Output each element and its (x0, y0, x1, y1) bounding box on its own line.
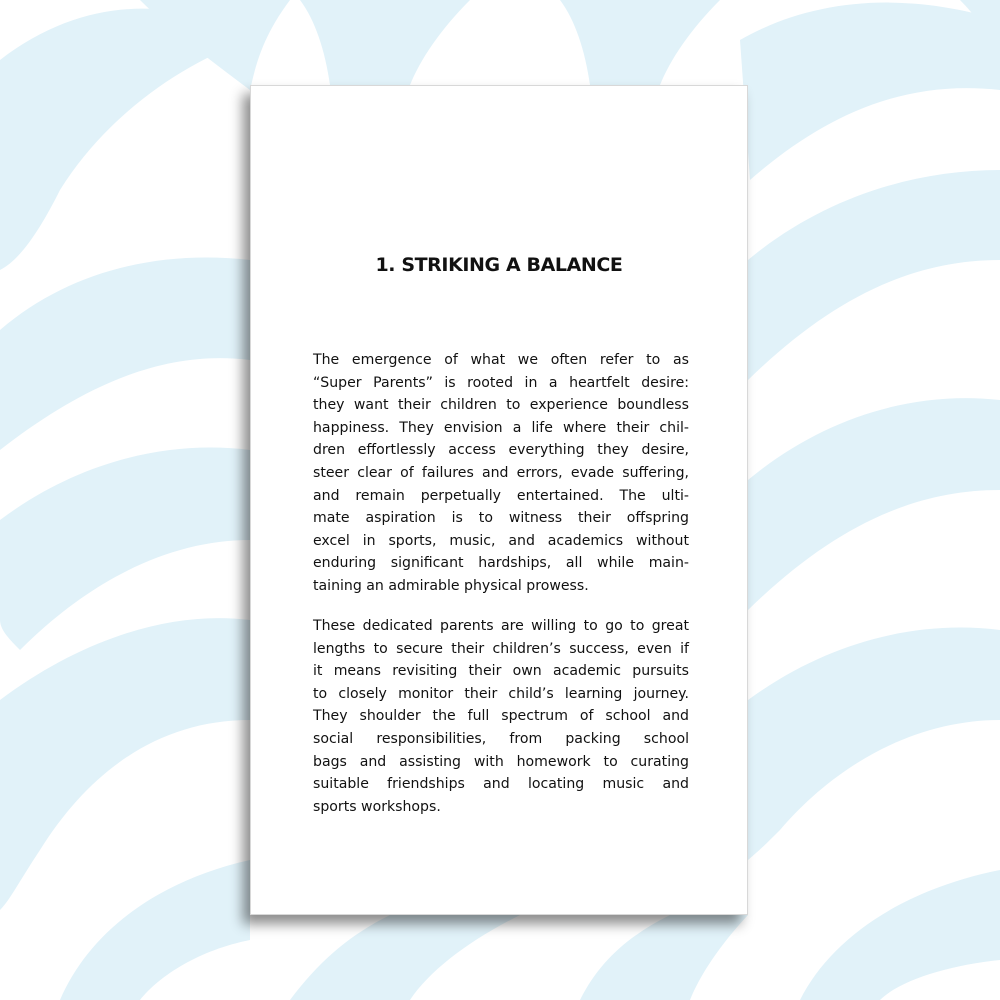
wave-swirl (580, 915, 748, 1000)
wave-swirl (0, 618, 250, 910)
wave-swirl (748, 398, 1000, 610)
text-line: “Super Parents” is rooted in a heartfelt desire: (313, 374, 689, 391)
text-line: they want their children to experience boundless (313, 397, 689, 414)
text-line: lengths to secure their children’s success, even if (313, 640, 689, 657)
text-line: it means revisiting their own academic pursuits (313, 663, 689, 680)
wave-swirl (748, 170, 1000, 380)
text-line: happiness. They envision a life where their chil- (313, 419, 689, 436)
wave-swirl (0, 258, 250, 450)
text-line: steer clear of failures and errors, evade suffering, (313, 464, 689, 481)
paragraph-2 (313, 615, 689, 818)
wave-swirl (560, 0, 720, 85)
text-line: bags and assisting with homework to curating (313, 753, 689, 770)
text-line: enduring significant hardships, all while main- (313, 555, 689, 572)
text-line: They shoulder the full spectrum of school and (313, 708, 689, 725)
text-line: sports workshops. (313, 798, 441, 815)
wave-swirl (800, 870, 1000, 1000)
text-line: and remain perpetually entertained. The ulti- (313, 487, 689, 504)
text-line: mate aspiration is to witness their offspring (313, 510, 689, 527)
text-line: suitable friendships and locating music and (313, 776, 689, 793)
text-line: dren effortlessly access everything they desire, (313, 442, 689, 459)
text-line: The emergence of what we often refer to as (313, 352, 689, 368)
text-line: excel in sports, music, and academics without (313, 532, 689, 549)
text-line: These dedicated parents are willing to go to great (313, 618, 689, 634)
paragraph-1 (313, 349, 689, 598)
text-line: taining an admirable physical prowess. (313, 577, 589, 594)
book-page (250, 85, 748, 915)
wave-swirl (300, 0, 470, 85)
wave-swirl (748, 628, 1000, 860)
wave-swirl (60, 860, 250, 1000)
text-line: social responsibilities, from packing school (313, 730, 689, 747)
wave-swirl (290, 915, 520, 1000)
chapter-title: 1. STRIKING A BALANCE (375, 254, 623, 276)
wave-swirl (740, 3, 1000, 180)
text-line: to closely monitor their child’s learning journey. (313, 685, 689, 702)
